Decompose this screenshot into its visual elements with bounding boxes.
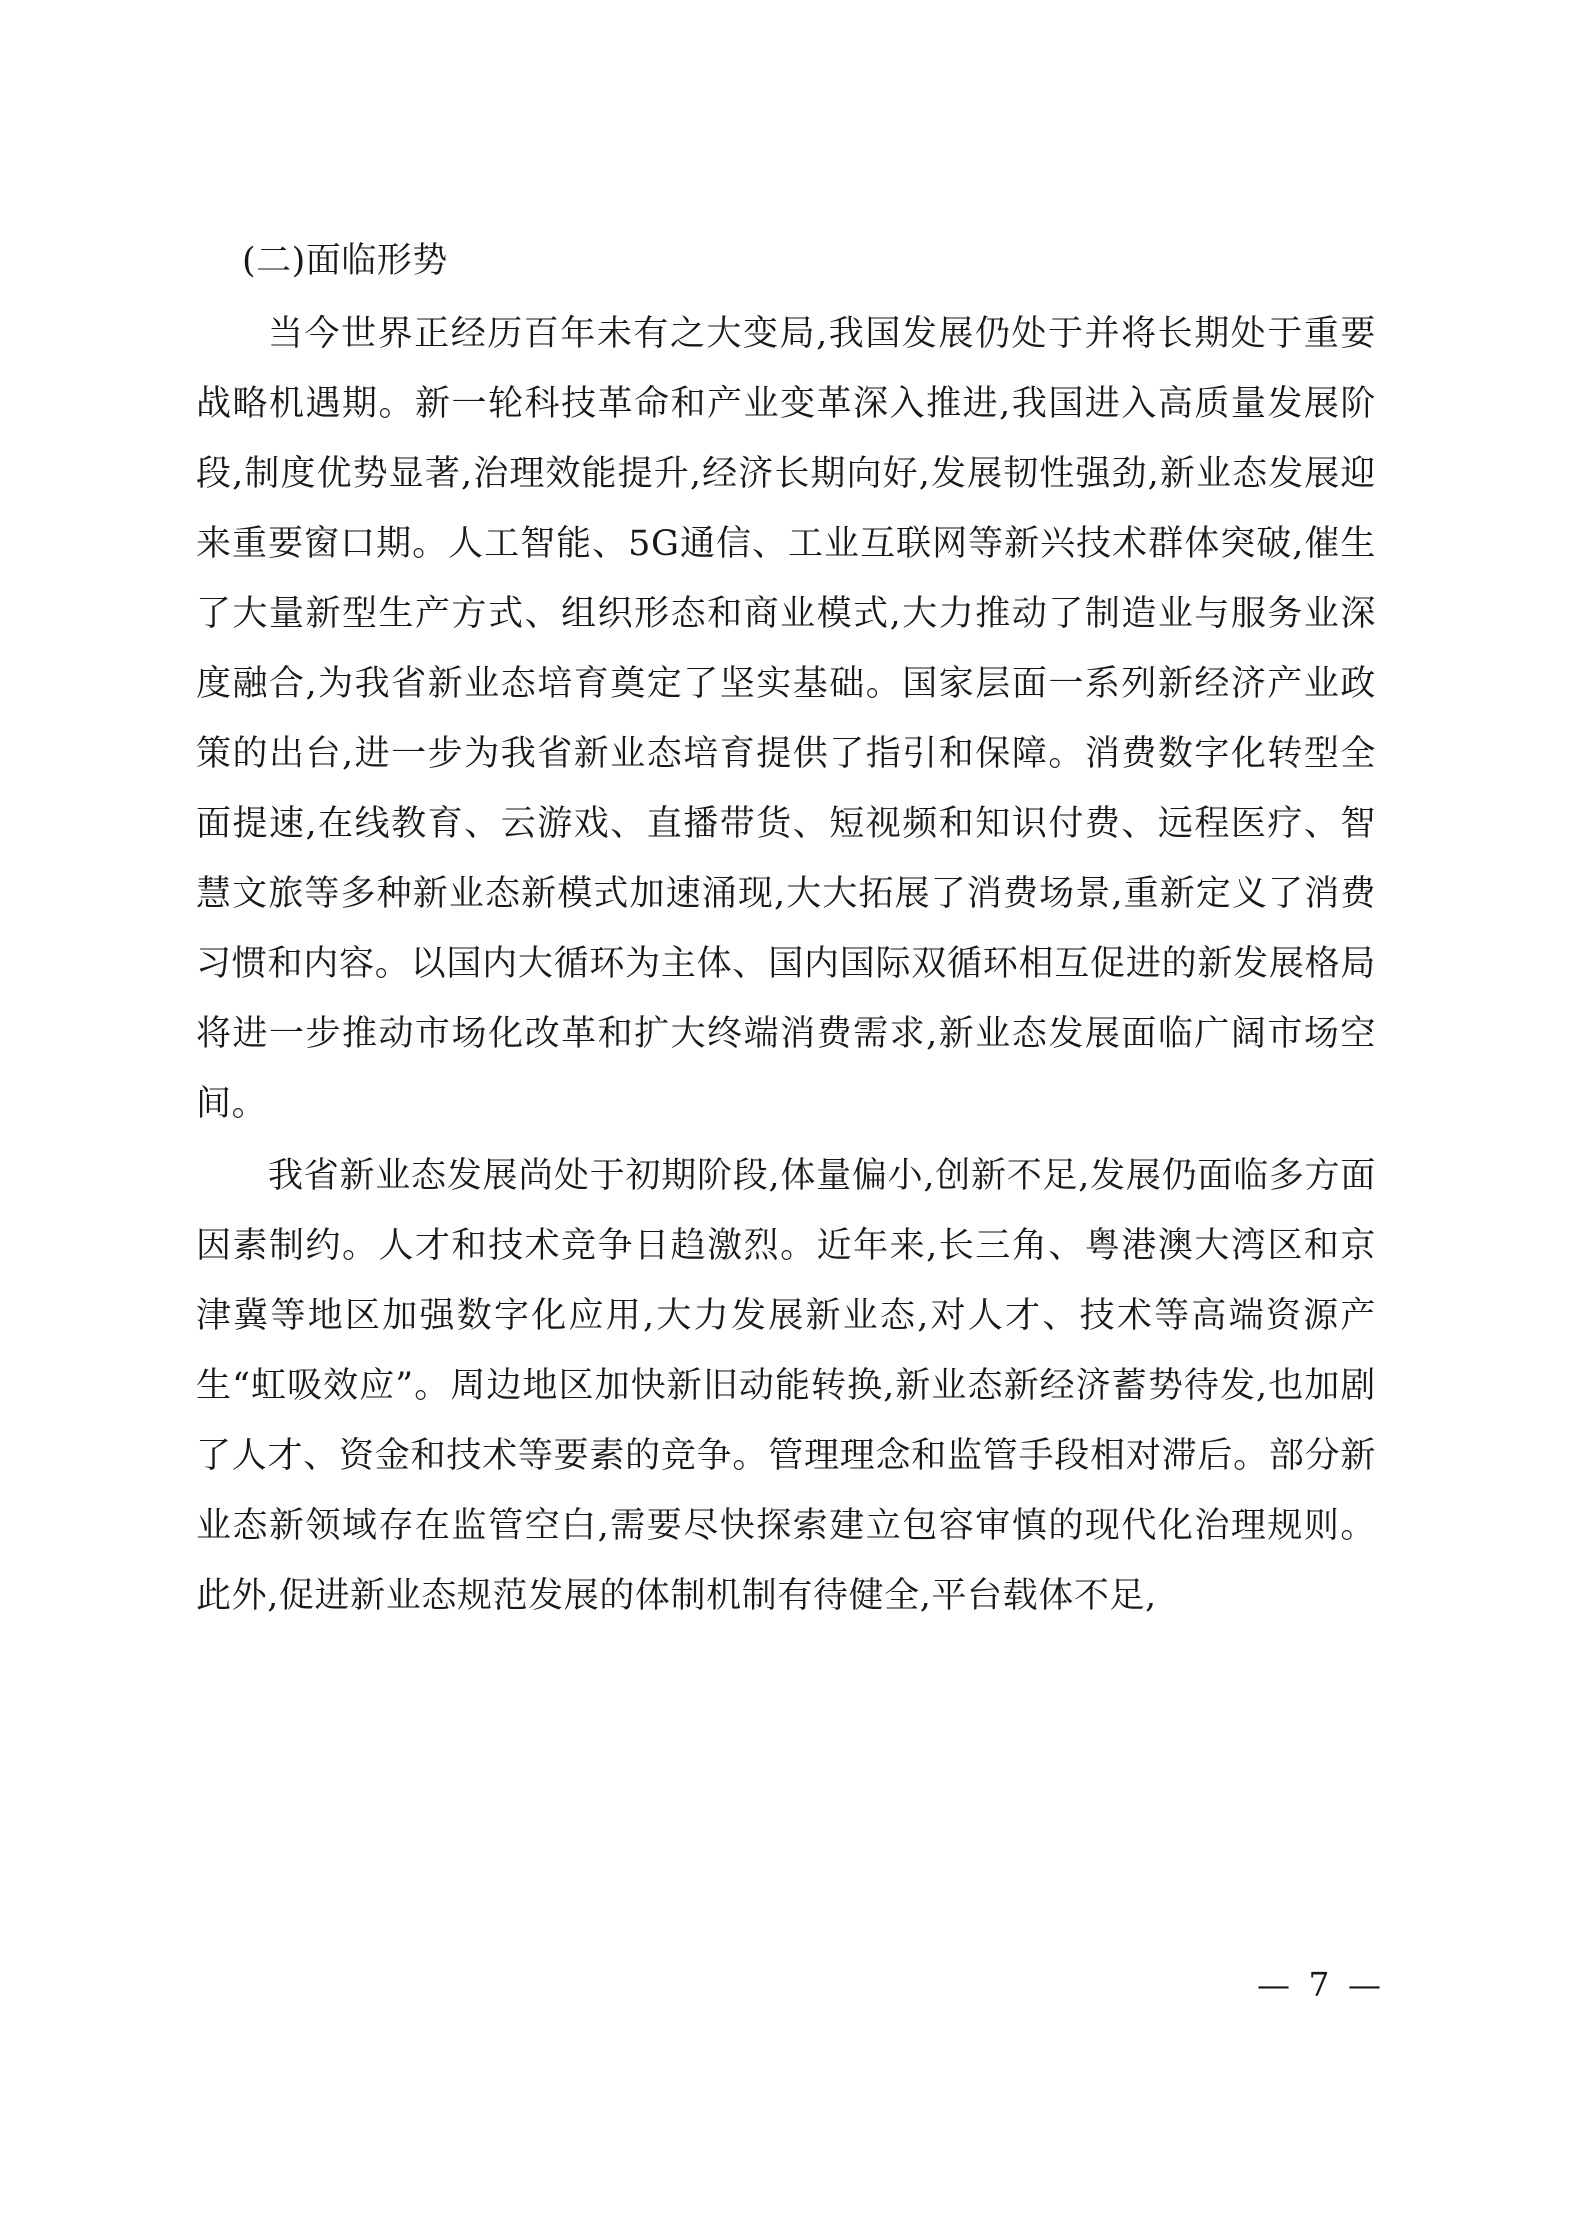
page-content [196, 238, 1376, 1631]
body-paragraph-1: 当今世界正经历百年未有之大变局,我国发展仍处于并将长期处于重要战略机遇期。新一轮科技革命和产业变革深入推进,我国进入高质量发展阶段,制度优势显著,治理效能提升,经济长期向好,发展韧性强劲,新业态发展迎来重要窗口期。人工智能、5G通信、工业互联网等新兴技术群体突破,催生了大量新型生产方式、组织形态和商业模式,大力推动了制造业与服务业深度融合,为我省新业态培育奠定了坚实基础。国家层面一系列新经济产业政策的出台,进一步为我省新业态培育提供了指引和保障。消费数字化转型全面提速,在线教育、云游戏、直播带货、短视频和知识付费、远程医疗、智慧文旅等多种新业态新模式加速涌现,大大拓展了消费场景,重新定义了消费习惯和内容。以国内大循环为主体、国内国际双循环相互促进的新发展格局将进一步推动市场化改革和扩大终端消费需求,新业态发展面临广阔市场空间。 [196, 314, 1376, 1125]
page-number: — 7 — [1257, 1965, 1385, 2004]
section-heading: (二)面临形势 [242, 241, 448, 281]
body-paragraph-2: 我省新业态发展尚处于初期阶段,体量偏小,创新不足,发展仍面临多方面因素制约。人才和技术竞争日趋激烈。近年来,长三角、粤港澳大湾区和京津冀等地区加强数字化应用,大力发展新业态,对人才、技术等高端资源产生“虹吸效应”。周边地区加快新旧动能转换,新业态新经济蓄势待发,也加剧了人才、资金和技术等要素的竞争。管理理念和监管手段相对滞后。部分新业态新领域存在监管空白,需要尽快探索建立包容审慎的现代化治理规则。此外,促进新业态规范发展的体制机制有待健全,平台载体不足, [196, 1156, 1376, 1617]
